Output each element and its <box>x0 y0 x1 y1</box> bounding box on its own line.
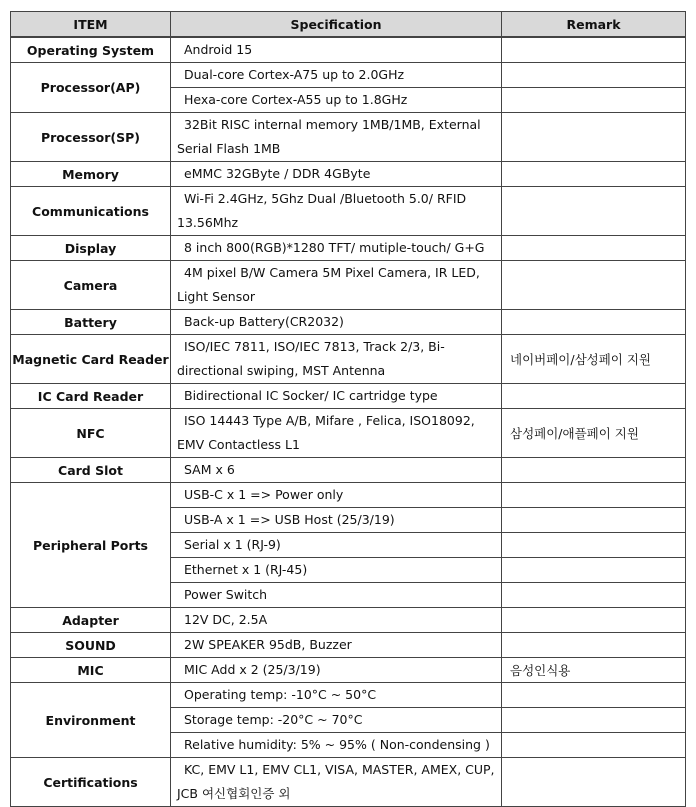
specification-cell <box>171 533 502 558</box>
specification-cell <box>171 758 502 807</box>
remark-cell: 음성인식용 <box>502 658 686 683</box>
specification-text: Hexa-core Cortex-A55 up to 1.8GHz <box>184 92 408 107</box>
remark-cell <box>502 63 686 88</box>
remark-cell <box>502 113 686 162</box>
header-row <box>11 12 686 38</box>
table-row <box>11 335 686 384</box>
specification-text: eMMC 32GByte / DDR 4GByte <box>184 166 371 181</box>
specification-cell <box>171 162 502 187</box>
table-row <box>11 310 686 335</box>
item-label: Camera <box>11 261 171 310</box>
item-label: Battery <box>11 310 171 335</box>
specification-cell <box>171 37 502 63</box>
item-label: Communications <box>11 187 171 236</box>
item-label: Magnetic Card Reader <box>11 335 171 384</box>
table-row <box>11 113 686 162</box>
remark-cell <box>502 708 686 733</box>
remark-cell <box>502 37 686 63</box>
specification-cell <box>171 113 502 162</box>
specification-cell <box>171 187 502 236</box>
remark-cell <box>502 758 686 807</box>
header-item: ITEM <box>11 12 171 38</box>
item-label: Adapter <box>11 608 171 633</box>
remark-cell <box>502 384 686 409</box>
table-row <box>11 37 686 63</box>
specification-cell <box>171 483 502 508</box>
specification-text: JCB 여신협회인증 외 <box>177 786 291 801</box>
specification-cell <box>171 63 502 88</box>
remark-cell <box>502 733 686 758</box>
specification-cell <box>171 608 502 633</box>
table-row <box>11 483 686 508</box>
specification-cell <box>171 384 502 409</box>
table-row <box>11 658 686 683</box>
item-label: Display <box>11 236 171 261</box>
remark-cell <box>502 508 686 533</box>
specification-table <box>10 11 686 807</box>
item-label: Peripheral Ports <box>11 483 171 608</box>
remark-cell <box>502 608 686 633</box>
table-row <box>11 608 686 633</box>
table-row <box>11 162 686 187</box>
remark-cell <box>502 583 686 608</box>
table-row <box>11 261 686 310</box>
specification-text: 12V DC, 2.5A <box>184 612 268 627</box>
remark-cell <box>502 310 686 335</box>
table-row <box>11 384 686 409</box>
specification-text: Light Sensor <box>177 289 256 304</box>
specification-text: Android 15 <box>184 42 253 57</box>
specification-cell <box>171 508 502 533</box>
specification-text: Operating temp: -10°C ~ 50°C <box>184 687 377 702</box>
specification-cell <box>171 409 502 458</box>
remark-cell <box>502 458 686 483</box>
item-label: SOUND <box>11 633 171 658</box>
remark-cell <box>502 261 686 310</box>
table-row <box>11 633 686 658</box>
specification-text: Dual-core Cortex-A75 up to 2.0GHz <box>184 67 405 82</box>
table-row <box>11 409 686 458</box>
table-row <box>11 187 686 236</box>
specification-text: SAM x 6 <box>184 462 235 477</box>
item-label: Environment <box>11 683 171 758</box>
specification-text: ISO 14443 Type A/B, Mifare , Felica, ISO18092, <box>184 413 475 428</box>
remark-cell <box>502 633 686 658</box>
remark-cell <box>502 88 686 113</box>
specification-cell <box>171 733 502 758</box>
specification-cell <box>171 310 502 335</box>
specification-cell <box>171 558 502 583</box>
table-row <box>11 458 686 483</box>
specification-text: Back-up Battery(CR2032) <box>184 314 344 329</box>
specification-cell <box>171 335 502 384</box>
specification-text: Wi-Fi 2.4GHz, 5Ghz Dual /Bluetooth 5.0/ RFID <box>184 191 467 206</box>
specification-text: USB-A x 1 => USB Host (25/3/19) <box>184 512 395 527</box>
table-row <box>11 683 686 708</box>
remark-cell <box>502 558 686 583</box>
header-remark: Remark <box>502 12 686 38</box>
specification-text: 13.56Mhz <box>177 215 239 230</box>
specification-cell <box>171 658 502 683</box>
specification-cell <box>171 708 502 733</box>
header-specification: Specification <box>171 12 502 38</box>
remark-cell <box>502 162 686 187</box>
specification-cell <box>171 458 502 483</box>
remark-cell <box>502 533 686 558</box>
specification-cell <box>171 583 502 608</box>
remark-cell: 네이버페이/삼성페이 지원 <box>502 335 686 384</box>
specification-text: EMV Contactless L1 <box>177 437 300 452</box>
item-label: IC Card Reader <box>11 384 171 409</box>
specification-text: Bidirectional IC Socker/ IC cartridge type <box>184 388 438 403</box>
table-body <box>11 37 686 807</box>
specification-cell <box>171 236 502 261</box>
item-label: Operating System <box>11 37 171 63</box>
specification-text: 2W SPEAKER 95dB, Buzzer <box>184 637 352 652</box>
specification-text: ISO/IEC 7811, ISO/IEC 7813, Track 2/3, Bi- <box>184 339 445 354</box>
specification-cell <box>171 261 502 310</box>
item-label: Certifications <box>11 758 171 807</box>
specification-text: Serial x 1 (RJ-9) <box>184 537 281 552</box>
specification-text: KC, EMV L1, EMV CL1, VISA, MASTER, AMEX, CUP, <box>184 762 495 777</box>
remark-cell <box>502 683 686 708</box>
specification-cell <box>171 633 502 658</box>
specification-text: 4M pixel B/W Camera 5M Pixel Camera, IR LED, <box>184 265 480 280</box>
specification-text: MIC Add x 2 (25/3/19) <box>184 662 321 677</box>
item-label: Card Slot <box>11 458 171 483</box>
specification-cell <box>171 88 502 113</box>
specification-text: Serial Flash 1MB <box>177 141 281 156</box>
specification-text: Power Switch <box>184 587 268 602</box>
item-label: Processor(AP) <box>11 63 171 113</box>
specification-cell <box>171 683 502 708</box>
item-label: Processor(SP) <box>11 113 171 162</box>
remark-cell <box>502 187 686 236</box>
specification-text: Storage temp: -20°C ~ 70°C <box>184 712 363 727</box>
specification-text: USB-C x 1 => Power only <box>184 487 344 502</box>
specification-text: 32Bit RISC internal memory 1MB/1MB, External <box>184 117 481 132</box>
item-label: MIC <box>11 658 171 683</box>
table-row <box>11 236 686 261</box>
remark-cell <box>502 483 686 508</box>
specification-text: 8 inch 800(RGB)*1280 TFT/ mutiple-touch/ G+G <box>184 240 485 255</box>
specification-text: Ethernet x 1 (RJ-45) <box>184 562 308 577</box>
remark-cell <box>502 236 686 261</box>
specification-text: directional swiping, MST Antenna <box>177 363 386 378</box>
item-label: NFC <box>11 409 171 458</box>
remark-cell: 삼성페이/애플페이 지원 <box>502 409 686 458</box>
specification-text: Relative humidity: 5% ~ 95% ( Non-condensing ) <box>184 737 490 752</box>
table-row <box>11 63 686 88</box>
table-row <box>11 758 686 807</box>
item-label: Memory <box>11 162 171 187</box>
